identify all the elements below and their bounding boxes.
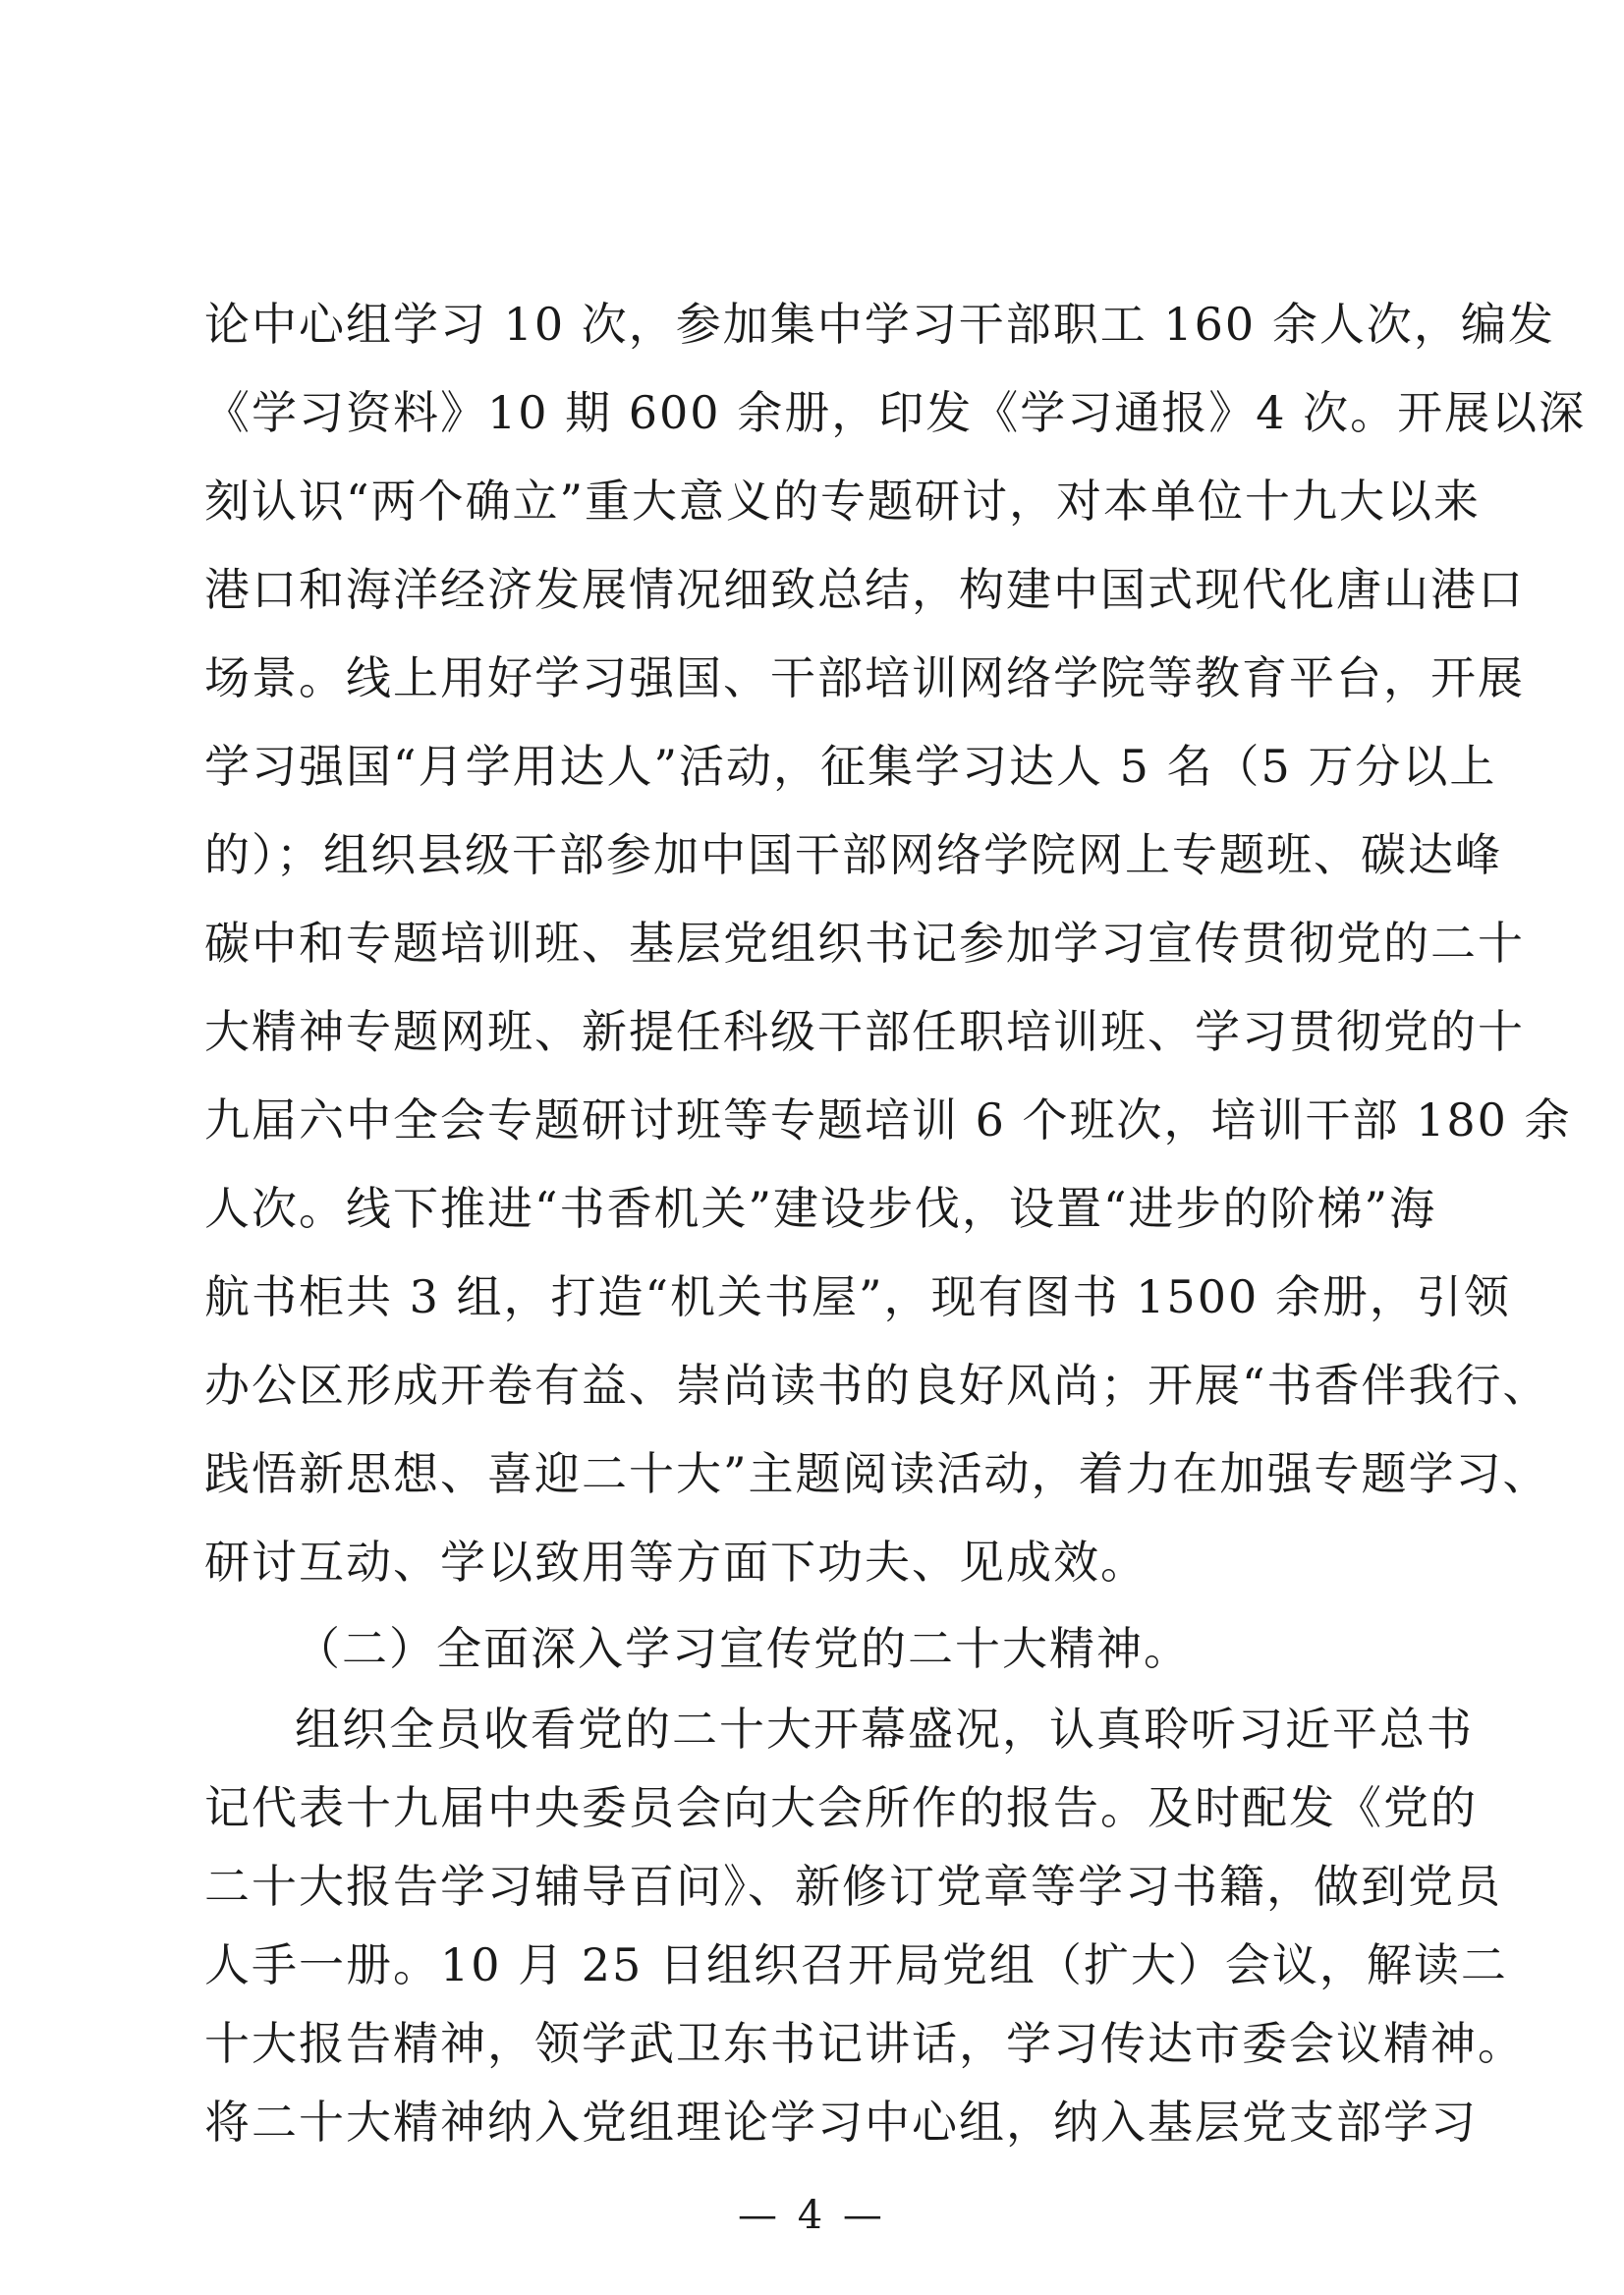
paragraph-line: 九届六中全会专题研讨班等专题培训 6 个班次，培训干部 180 余 <box>204 1093 1572 1147</box>
paragraph-line: 记代表十九届中央委员会向大会所作的报告。及时配发《党的 <box>204 1781 1478 1834</box>
paragraph-line: 二十大报告学习辅导百问》、新修订党章等学习书籍，做到党员 <box>204 1860 1502 1913</box>
paragraph-line: 学习强国“月学用达人”活动，征集学习达人 5 名（5 万分以上 <box>204 740 1497 793</box>
paragraph-line: 人手一册。10 月 25 日组织召开局党组（扩大）会议，解读二 <box>204 1938 1508 1991</box>
paragraph-line: 办公区形成开卷有益、崇尚读书的良好风尚；开展“书香伴我行、 <box>204 1359 1550 1412</box>
paragraph-line: 论中心组学习 10 次，参加集中学习干部职工 160 余人次，编发 <box>204 298 1555 351</box>
paragraph-line: 《学习资料》10 期 600 余册，印发《学习通报》4 次。开展以深 <box>204 386 1587 439</box>
paragraph-line: 大精神专题网班、新提任科级干部任职培训班、学习贯彻党的十 <box>204 1005 1525 1058</box>
paragraph-line: 刻认识“两个确立”重大意义的专题研讨，对本单位十九大以来 <box>204 475 1482 528</box>
paragraph-line: 将二十大精神纳入党组理论学习中心组，纳入基层党支部学习 <box>204 2096 1478 2149</box>
paragraph-line: 的）；组织县级干部参加中国干部网络学院网上专题班、碳达峰 <box>204 828 1502 881</box>
paragraph-line: 场景。线上用好学习强国、干部培训网络学院等教育平台，开展 <box>204 651 1525 704</box>
paragraph-line: 碳中和专题培训班、基层党组织书记参加学习宣传贯彻党的二十 <box>204 917 1525 970</box>
paragraph-line: 十大报告精神，领学武卫东书记讲话，学习传达市委会议精神。 <box>204 2017 1525 2070</box>
paragraph-line: 践悟新思想、喜迎二十大”主题阅读活动，着力在加强专题学习、 <box>204 1447 1550 1500</box>
page-number: — 4 — <box>738 2193 886 2238</box>
paragraph-line: 组织全员收看党的二十大开幕盛况，认真聆听习近平总书 <box>295 1703 1474 1756</box>
paragraph-line: 港口和海洋经济发展情况细致总结，构建中国式现代化唐山港口 <box>204 563 1525 616</box>
paragraph-line: 研讨互动、学以致用等方面下功夫、见成效。 <box>204 1536 1148 1589</box>
paragraph-line: 航书柜共 3 组，打造“机关书屋”，现有图书 1500 余册，引领 <box>204 1270 1511 1323</box>
paragraph-line: 人次。线下推进“书香机关”建设步伐，设置“进步的阶梯”海 <box>204 1182 1437 1235</box>
section-heading: （二）全面深入学习宣传党的二十大精神。 <box>295 1622 1191 1675</box>
